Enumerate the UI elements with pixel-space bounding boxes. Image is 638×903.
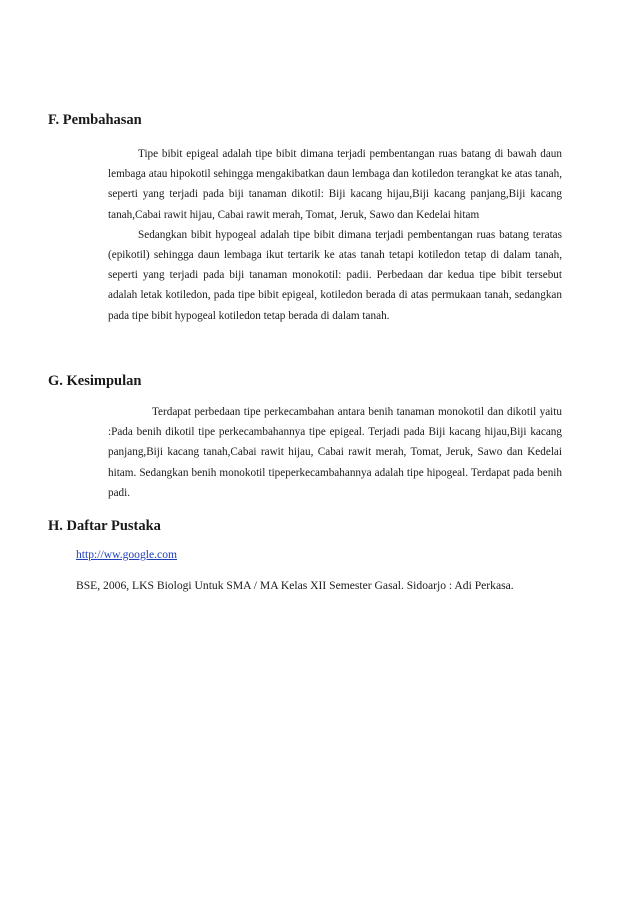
section-f-paragraph-1: Tipe bibit epigeal adalah tipe bibit dimana terjadi pembentangan ruas batang di bawah daun lembaga atau hipokotil sehingga mengakibatkan daun lembaga dan kotiledon terangkat ke atas tanah, seperti yang terjadi pada biji tanaman dikotil: Biji kacang hijau,Biji kacang panjang,Biji kacang tanah,Cabai rawit hijau, Cabai rawit merah, Tomat, Jeruk, Sawo dan Kedelai hitam <box>108 148 562 221</box>
section-f-heading: F. Pembahasan <box>48 112 142 128</box>
reference-link-line <box>76 545 562 565</box>
reference-entry: BSE, 2006, LKS Biologi Untuk SMA / MA Kelas XII Semester Gasal. Sidoarjo : Adi Perkasa. <box>76 579 514 592</box>
section-h-heading: H. Daftar Pustaka <box>48 518 161 534</box>
section-g-heading: G. Kesimpulan <box>48 373 142 389</box>
section-f-body <box>108 144 562 326</box>
section-g-body <box>108 402 562 503</box>
section-f-paragraph-2: Sedangkan bibit hypogeal adalah tipe bibit dimana terjadi pembentangan ruas batang teratas (epikotil) sehingga daun lembaga ikut tertarik ke atas tanah tetapi kotiledon tetap di dalam tanah, seperti yang terjadi pada biji tanaman monokotil: padii. Perbedaan dar kedua tipe bibit tersebut adalah letak kotiledon, pada tipe bibit epigeal, kotiledon berada di atas permukaan tanah, sedangkan pada tipe bibit hypogeal kotiledon tetap berada di dalam tanah. <box>108 228 562 322</box>
section-g-paragraph: Terdapat perbedaan tipe perkecambahan antara benih tanaman monokotil dan dikotil yaitu :Pada benih dikotil tipe perkecambahannya tipe epigeal. Terjadi pada Biji kacang hijau,Biji kacang panjang,Biji kacang tanah,Cabai rawit hijau, Cabai rawit merah, Tomat, Jeruk, Sawo dan Kedelai hitam. Sedangkan benih monokotil tipeperkecambahannya adalah tipe hipogeal. Terdapat pada benih padi. <box>108 406 562 499</box>
reference-link[interactable]: http://ww.google.com <box>76 548 178 561</box>
